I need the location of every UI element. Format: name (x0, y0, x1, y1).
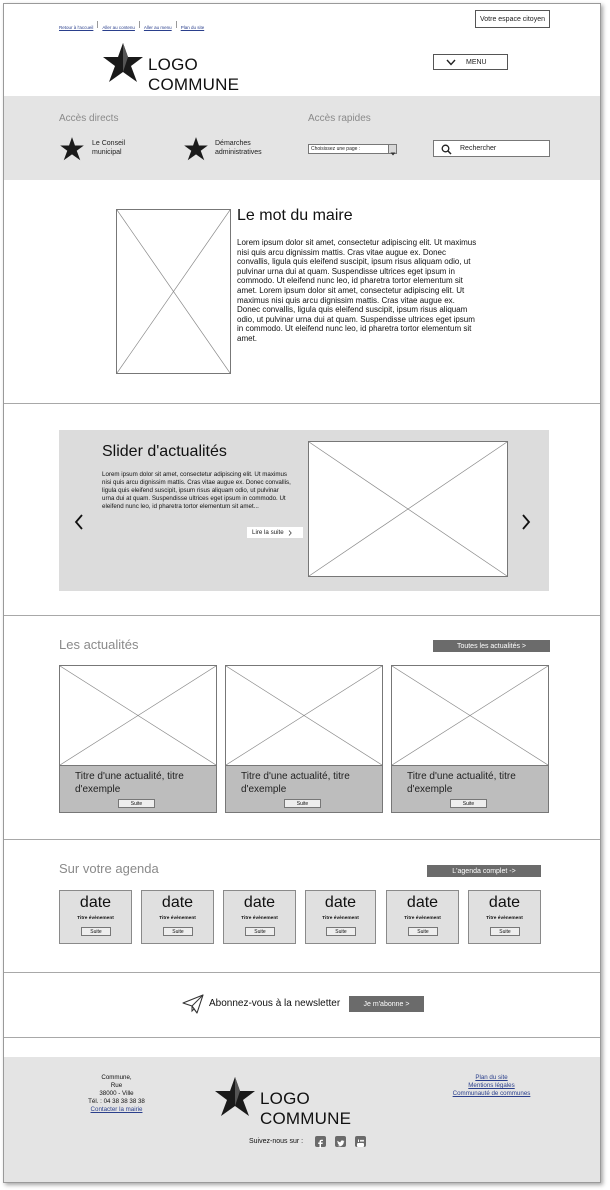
news-card-image (59, 665, 217, 766)
agenda-event-title: Titre évènement (159, 916, 196, 921)
citizen-space-label: Votre espace citoyen (480, 15, 545, 23)
footer-links (439, 1074, 544, 1097)
agenda-event-title: Titre évènement (486, 916, 523, 921)
star-logo-icon (213, 1075, 257, 1119)
news-card-title: Titre d'une actualité, titre d'exemple (407, 771, 516, 795)
news-card-suite-button[interactable] (118, 799, 155, 808)
page-select[interactable] (308, 144, 397, 154)
direct-item-council[interactable] (59, 136, 169, 162)
all-news-label: Toutes les actualités > (456, 642, 527, 650)
footer-logo-text: LOGO COMMUNE (260, 1089, 352, 1128)
citizen-space-button[interactable] (475, 10, 550, 28)
mayor-image-placeholder (116, 209, 231, 374)
divider (4, 403, 601, 404)
follow-label: Suivez-nous sur : (249, 1138, 304, 1145)
agenda-event[interactable] (468, 890, 541, 944)
skip-link-home[interactable]: Retour à l'accueil (59, 25, 94, 30)
news-card-image (225, 665, 383, 766)
suite-label: Suite (335, 928, 347, 935)
agenda-suite-button[interactable] (163, 927, 193, 936)
divider (4, 972, 601, 973)
divider (4, 615, 601, 616)
agenda-suite-button[interactable] (81, 927, 111, 936)
suite-label: Suite (254, 928, 266, 935)
skip-link-menu[interactable]: Aller au menu (143, 25, 172, 30)
footer-link-community[interactable]: Communauté de communes (452, 1089, 531, 1097)
suite-label: Suite (90, 928, 102, 935)
read-more-button[interactable] (247, 527, 303, 538)
paper-plane-icon (182, 994, 204, 1014)
slider-image-placeholder (308, 441, 508, 577)
agenda-event-date: date (243, 894, 276, 911)
direct-item-procedures[interactable] (183, 136, 293, 162)
news-card-title: Titre d'une actualité, titre d'exemple (241, 771, 350, 795)
suite-label: Suite (296, 800, 309, 807)
address-line: Rue (110, 1081, 123, 1089)
agenda-event-title: Titre évènement (322, 916, 359, 921)
news-card-title: Titre d'une actualité, titre d'exemple (75, 771, 184, 795)
agenda-suite-button[interactable] (326, 927, 356, 936)
agenda-event[interactable] (386, 890, 459, 944)
footer-address (70, 1074, 163, 1113)
star-logo-icon (101, 41, 145, 85)
all-news-button[interactable] (433, 640, 550, 652)
star-icon (59, 136, 85, 162)
facebook-icon[interactable] (315, 1136, 326, 1147)
agenda-event-title: Titre évènement (241, 916, 278, 921)
page-frame (3, 3, 601, 1183)
news-slider (59, 430, 549, 591)
agenda-suite-button[interactable] (245, 927, 275, 936)
footer-link-legal[interactable]: Mentions légales (468, 1081, 515, 1089)
full-agenda-button[interactable] (427, 865, 541, 877)
select-arrow-icon (388, 145, 396, 153)
twitter-icon[interactable] (335, 1136, 346, 1147)
agenda-title: Sur votre agenda (59, 861, 159, 876)
address-line: 38000 - Ville (99, 1089, 134, 1097)
suite-label: Suite (462, 800, 475, 807)
skip-link-sitemap[interactable]: Plan du site (180, 25, 205, 30)
menu-label: MENU (466, 58, 487, 66)
chevron-left-icon[interactable] (74, 514, 84, 530)
search-icon (441, 144, 452, 155)
slider-title: Slider d'actualités (102, 443, 227, 460)
skip-link-content[interactable]: Aller au contenu (102, 25, 135, 30)
youtube-icon[interactable] (355, 1136, 366, 1147)
read-more-label: Lire la suite (252, 529, 284, 536)
news-card-image (391, 665, 549, 766)
agenda-event[interactable] (305, 890, 376, 944)
suite-label: Suite (499, 928, 511, 935)
newsletter-label: Abonnez-vous à la newsletter (209, 998, 341, 1009)
page-select-value: Choisissez une page : (311, 146, 361, 152)
header-logo-text: LOGO COMMUNE (148, 55, 240, 94)
agenda-suite-button[interactable] (490, 927, 520, 936)
subscribe-button[interactable] (349, 996, 424, 1012)
direct-access-title: Accès directs (59, 113, 119, 124)
search-label: Rechercher (460, 145, 497, 152)
menu-button[interactable] (433, 54, 508, 70)
agenda-event[interactable] (59, 890, 132, 944)
agenda-event-date: date (79, 894, 112, 911)
footer-logo[interactable] (213, 1075, 403, 1128)
news-card-suite-button[interactable] (284, 799, 321, 808)
mayor-text: Lorem ipsum dolor sit amet, consectetur adipiscing elit. Ut maximus nisi quis arcu dignissim mattis. Cras vitae augue ex. Donec convallis, ligula quis eleifend suscipit, ipsum risus aliquam odio, ut pulvinar urna dui at quam. Suspendisse ultrices eget ipsum in commodo. Ut eleifend nunc leo, id pharetra tortor elementum sit amet. Lorem ipsum dolor sit amet, consectetur adipiscing elit. Ut maximus nisi quis arcu dignissim mattis. Cras vitae augue ex. Donec convallis, ligula quis eleifend suscipit, ipsum risus aliquam odio, ut pulvinar urna dui at quam. Suspendisse ultrices eget ipsum in commodo. Ut eleifend nunc leo, id pharetra tortor elementum sit amet. (237, 238, 477, 343)
suite-label: Suite (130, 800, 143, 807)
agenda-event-date: date (488, 894, 521, 911)
agenda-event-title: Titre évènement (77, 916, 114, 921)
chevron-right-icon[interactable] (521, 514, 531, 530)
suite-label: Suite (417, 928, 429, 935)
agenda-event-date: date (324, 894, 357, 911)
divider (4, 1037, 601, 1038)
skip-links (59, 16, 204, 34)
address-line: Commune, (101, 1074, 132, 1081)
mayor-title: Le mot du maire (237, 207, 353, 224)
contact-link[interactable]: Contacter la mairie (90, 1105, 143, 1113)
slider-text: Lorem ipsum dolor sit amet, consectetur adipiscing elit. Ut maximus nisi quis arcu dignissim mattis. Cras vitae augue ex. Donec convallis, ligula quis eleifend suscipit, ipsum risus aliquam odio, ut pulvinar urna dui at quam. Suspendisse ultrices eget ipsum in commodo. Ut eleifend nunc leo, id pharetra tortor elementum sit amet... (102, 471, 291, 510)
agenda-event-title: Titre évènement (404, 916, 441, 921)
news-title: Les actualités (59, 637, 139, 652)
agenda-event-date: date (161, 894, 194, 911)
header-logo[interactable] (101, 41, 291, 94)
full-agenda-label: L'agenda complet -> (452, 867, 516, 875)
suite-label: Suite (172, 928, 184, 935)
search-box[interactable] (433, 140, 550, 157)
subscribe-label: Je m'abonne > (363, 1000, 410, 1008)
agenda-event[interactable] (141, 890, 214, 944)
news-card-suite-button[interactable] (450, 799, 487, 808)
chevron-down-icon (446, 59, 456, 66)
agenda-event[interactable] (223, 890, 296, 944)
agenda-suite-button[interactable] (408, 927, 438, 936)
direct-item-procedures-label: Démarches administratives (215, 140, 262, 156)
direct-item-council-label: Le Conseil municipal (92, 140, 126, 156)
divider (4, 839, 601, 840)
chevron-right-icon (288, 530, 292, 536)
rapid-access-title: Accès rapides (308, 113, 371, 124)
agenda-event-date: date (406, 894, 439, 911)
footer-link-sitemap[interactable]: Plan du site (475, 1074, 508, 1081)
star-icon (183, 136, 209, 162)
address-line: Tél. : 04 38 38 38 38 (88, 1097, 145, 1105)
